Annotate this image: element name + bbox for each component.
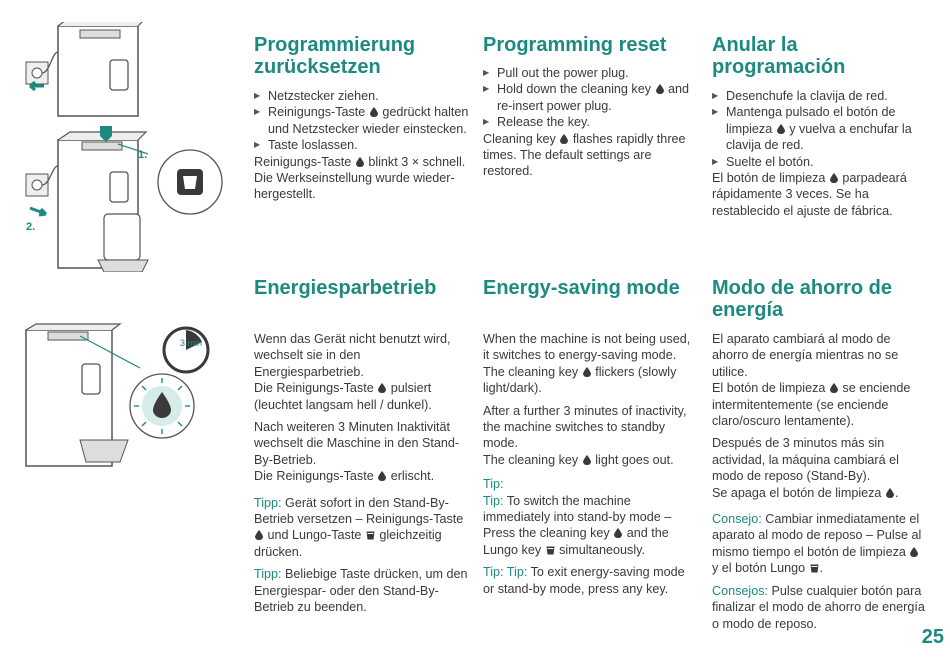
- energy-es-p4: Se apaga el botón de limpieza .: [712, 485, 899, 500]
- cleaning-drop-icon: [583, 367, 591, 377]
- energy-es-title: Modo de ahorro de energía: [712, 277, 892, 321]
- reset-en-result: Cleaning key flashes rapidly three times. The default settings are restored.: [483, 131, 686, 179]
- reset-es-step-2: ▶ Mantenga pulsado el botón de limpieza y vuelva a enchufar la clavija de red.: [712, 104, 927, 153]
- reset-de-section: [254, 34, 469, 203]
- cleaning-drop-icon: [255, 530, 263, 540]
- reset-de-step-1: ▶ Netzstecker ziehen.: [254, 88, 469, 104]
- cleaning-drop-icon: [656, 84, 664, 94]
- energy-de-section: [254, 277, 469, 616]
- cleaning-drop-icon: [370, 107, 378, 117]
- reset-de-step-2: ▶ Reinigungs-Taste gedrückt halten und Netzstecker wieder einstecken.: [254, 104, 469, 137]
- cleaning-drop-icon: [378, 471, 386, 481]
- reset-es-step-3: ▶ Suelte el botón.: [712, 154, 927, 170]
- reset-en-step-3: ▶ Release the key.: [483, 114, 698, 130]
- energy-en-title: Energy-saving mode: [483, 277, 680, 299]
- energy-saving-illustration: [20, 322, 220, 472]
- reset-en-step-2: ▶ Hold down the cleaning key and re-insert power plug.: [483, 81, 698, 114]
- step-1-label: 1.: [138, 149, 148, 161]
- lungo-cup-icon: [810, 564, 819, 573]
- timer-label: 3 min: [180, 338, 203, 348]
- energy-de-p2: Die Reinigungs-Taste pulsiert (leuchtet langsam hell / dunkel).: [254, 381, 432, 412]
- energy-en-p4: The cleaning key light goes out.: [483, 452, 674, 467]
- lungo-cup-icon: [546, 546, 555, 555]
- cleaning-drop-icon: [583, 455, 591, 465]
- energy-en-section: [483, 277, 698, 597]
- cleaning-drop-icon: [910, 547, 918, 557]
- reset-es-step-1: ▶ Desenchufe la clavija de red.: [712, 88, 927, 104]
- cleaning-drop-icon: [830, 173, 838, 183]
- energy-es-p1: El aparato cambiará al modo de ahorro de energía mientras no se utilice.: [712, 332, 899, 379]
- energy-de-p1: Wenn das Gerät nicht benutzt wird, wechselt sie in den Energiesparbetrieb.: [254, 332, 451, 379]
- reset-es-section: [712, 34, 927, 219]
- energy-en-tip-1: Tip: To switch the machine immediately into stand-by mode – Press the cleaning key and the Lungo key simultaneously.: [483, 493, 672, 557]
- cleaning-drop-icon: [356, 157, 364, 167]
- reset-de-result: Reinigungs-Taste blinkt 3 × schnell. Die Werkseinstellung wurde wieder-hergestellt.: [254, 154, 466, 202]
- energy-en-p3: After a further 3 minutes of inactivity, the machine switches to standby mode.: [483, 403, 687, 451]
- reset-en-step-1: ▶ Pull out the power plug.: [483, 65, 698, 81]
- reset-de-step-3: ▶ Taste loslassen.: [254, 137, 469, 153]
- reset-es-result: El botón de limpieza parpadeará rápidamente 3 veces. Se ha restablecido el ajuste de fábrica.: [712, 171, 907, 218]
- energy-en-tip-heading: Tip:: [483, 477, 504, 492]
- cleaning-drop-icon: [830, 383, 838, 393]
- energy-es-tip-1: Consejo: Cambiar inmediatamente el aparato al modo de reposo – Pulse al mismo tiempo el botón de limpieza y el botón Lungo .: [712, 512, 922, 576]
- energy-de-p4: Die Reinigungs-Taste erlischt.: [254, 469, 435, 484]
- page-number: 25: [921, 626, 944, 648]
- step-2-label: 2.: [26, 221, 36, 233]
- energy-es-section: [712, 277, 927, 632]
- cleaning-drop-icon: [614, 528, 622, 538]
- reset-de-title: Programmierung zurücksetzen: [254, 34, 416, 78]
- energy-en-p2: The cleaning key flickers (slowly light/dark).: [483, 364, 677, 396]
- lungo-cup-icon: [366, 531, 375, 540]
- unplug-illustration: [20, 22, 150, 122]
- cleaning-drop-icon: [378, 383, 386, 393]
- press-and-replug-illustration: [20, 122, 235, 272]
- energy-de-tip-1: Tipp: Gerät sofort in den Stand-By-Betrieb versetzen – Reinigungs-Taste und Lungo-Taste gleichzeitig drücken.: [254, 495, 464, 559]
- energy-de-tip-2: Tipp: Beliebige Taste drücken, um den Energiespar- oder den Stand-By-Betrieb zu beenden.: [254, 567, 468, 615]
- energy-es-p3: Después de 3 minutos más sin actividad, la máquina cambiará el modo de reposo (Stand-By).: [712, 436, 899, 484]
- energy-de-title: Energiesparbetrieb: [254, 277, 437, 299]
- energy-en-tip-2: Tip: Tip: To exit energy-saving mode or stand-by mode, press any key.: [483, 565, 685, 596]
- reset-en-title: Programming reset: [483, 34, 667, 56]
- energy-es-p2: El botón de limpieza se enciende intermitentemente (se enciende claro/oscuro lentamente).: [712, 381, 911, 429]
- cleaning-drop-icon: [777, 124, 785, 134]
- energy-es-tip-2: Consejos: Pulse cualquier botón para finalizar el modo de ahorro de energía o modo de reposo.: [712, 583, 925, 631]
- reset-en-section: [483, 34, 698, 180]
- cleaning-drop-icon: [886, 488, 894, 498]
- cleaning-drop-icon: [560, 134, 568, 144]
- reset-es-title: Anular la programación: [712, 34, 846, 78]
- energy-de-p3: Nach weiteren 3 Minuten Inaktivität wechselt die Maschine in den Stand-By-Betrieb.: [254, 420, 460, 467]
- energy-en-p1: When the machine is not being used, it switches to energy-saving mode.: [483, 332, 691, 363]
